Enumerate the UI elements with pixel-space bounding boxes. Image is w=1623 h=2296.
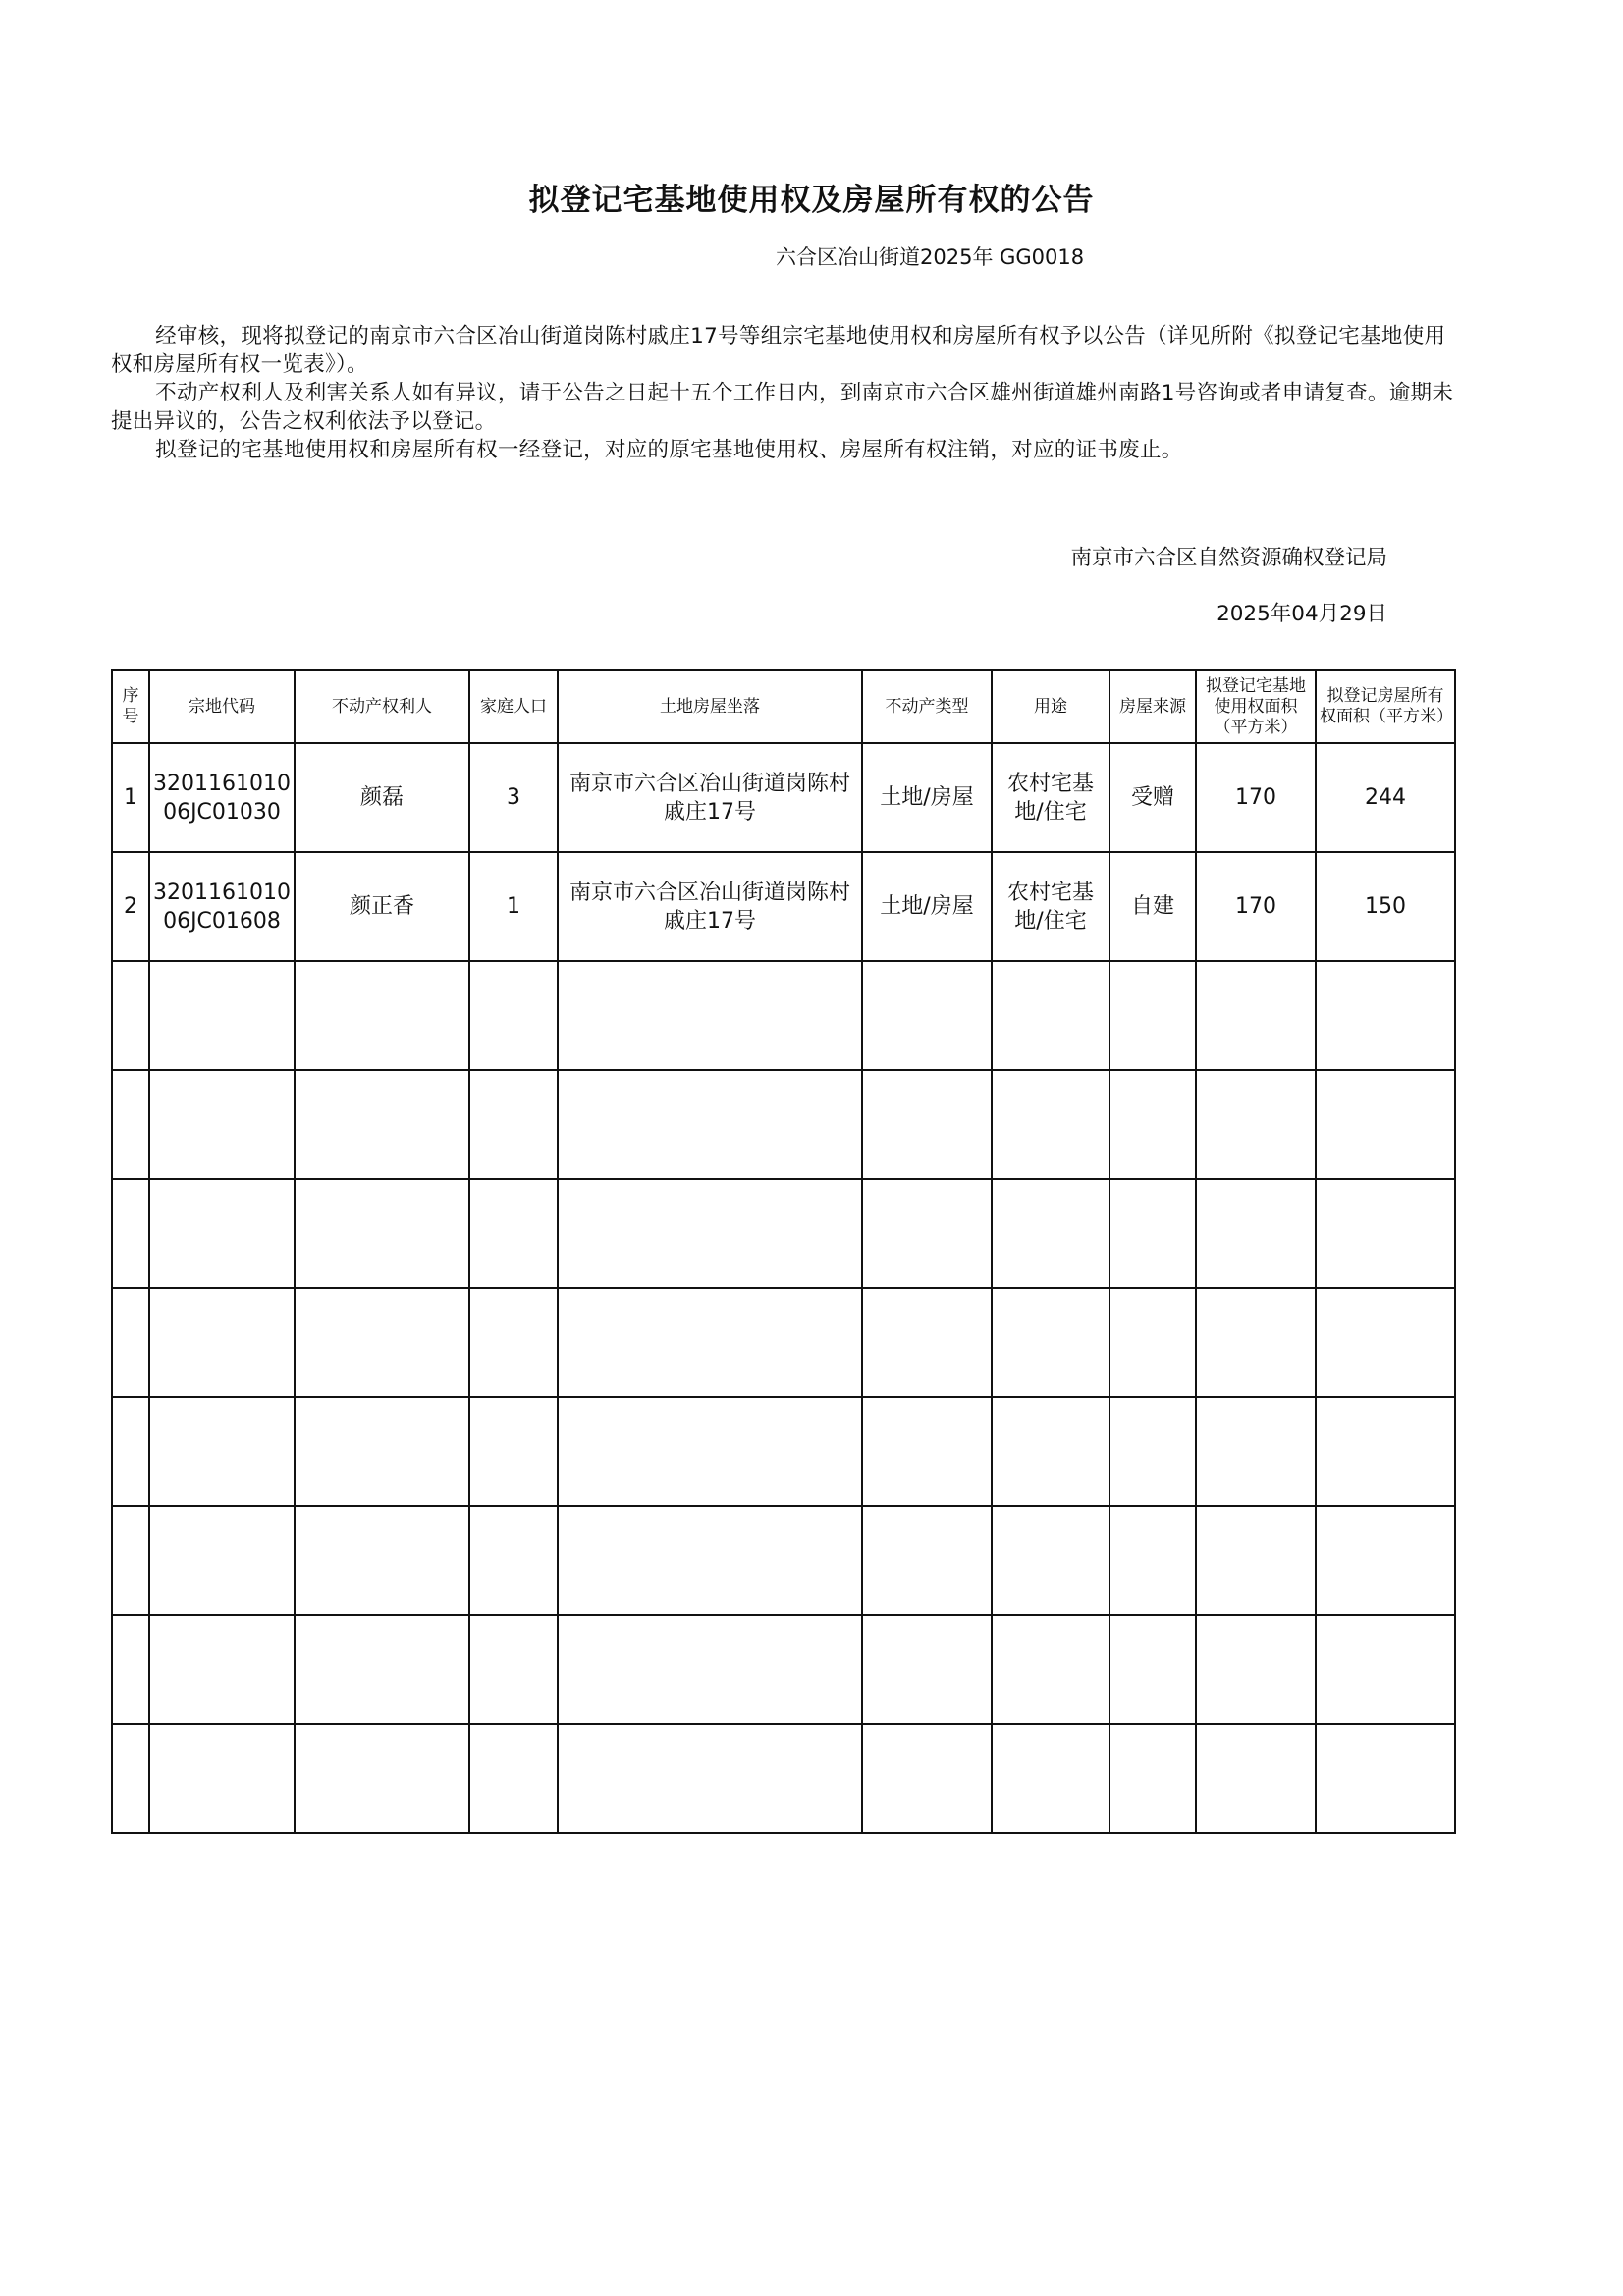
empty-cell	[862, 1070, 992, 1179]
cell-population: 3	[469, 743, 558, 852]
empty-cell	[295, 1288, 469, 1397]
cell-address: 南京市六合区冶山街道岗陈村戚庄17号	[558, 852, 862, 961]
cell-owner: 颜正香	[295, 852, 469, 961]
header-owner: 不动产权利人	[295, 670, 469, 743]
empty-cell	[149, 1615, 295, 1724]
empty-table-row	[112, 1615, 1455, 1724]
cell-land-area: 170	[1196, 852, 1316, 961]
cell-address: 南京市六合区冶山街道岗陈村戚庄17号	[558, 743, 862, 852]
empty-cell	[1109, 1397, 1196, 1506]
notice-paragraph: 经审核，现将拟登记的南京市六合区冶山街道岗陈村戚庄17号等组宗宅基地使用权和房屋所有权予以公告（详见所附《拟登记宅基地使用权和房屋所有权一览表》）。	[111, 324, 1446, 377]
empty-cell	[558, 1506, 862, 1615]
empty-cell	[862, 1724, 992, 1833]
empty-cell	[112, 1070, 149, 1179]
empty-cell	[295, 1506, 469, 1615]
cell-land-area: 170	[1196, 743, 1316, 852]
issue-date: 2025年04月29日	[1217, 602, 1387, 626]
header-house-area: 拟登记房屋所有权面积（平方米）	[1316, 670, 1455, 743]
empty-cell	[558, 961, 862, 1070]
empty-cell	[1196, 1724, 1316, 1833]
empty-cell	[149, 1397, 295, 1506]
cell-owner: 颜磊	[295, 743, 469, 852]
empty-cell	[295, 1070, 469, 1179]
empty-cell	[1109, 1615, 1196, 1724]
notice-paragraph: 拟登记的宅基地使用权和房屋所有权一经登记，对应的原宅基地使用权、房屋所有权注销，对应的证书废止。	[155, 438, 1183, 462]
registration-table	[111, 669, 1456, 1834]
header-parcel-code: 宗地代码	[149, 670, 295, 743]
empty-cell	[1109, 1506, 1196, 1615]
empty-cell	[1196, 1615, 1316, 1724]
empty-cell	[1109, 1288, 1196, 1397]
empty-cell	[469, 1506, 558, 1615]
empty-cell	[1109, 1179, 1196, 1288]
empty-cell	[469, 1288, 558, 1397]
empty-cell	[1109, 1724, 1196, 1833]
empty-cell	[469, 1397, 558, 1506]
empty-cell	[112, 961, 149, 1070]
empty-cell	[992, 1397, 1109, 1506]
empty-cell	[1196, 961, 1316, 1070]
document-number: 六合区冶山街道2025年 GG0018	[776, 245, 1085, 269]
header-seq: 序号	[112, 670, 149, 743]
empty-cell	[469, 1070, 558, 1179]
header-population: 家庭人口	[469, 670, 558, 743]
empty-cell	[469, 1724, 558, 1833]
empty-cell	[1196, 1397, 1316, 1506]
empty-cell	[112, 1724, 149, 1833]
empty-cell	[862, 1179, 992, 1288]
empty-cell	[112, 1615, 149, 1724]
cell-seq: 1	[112, 743, 149, 852]
cell-population: 1	[469, 852, 558, 961]
empty-cell	[112, 1397, 149, 1506]
empty-cell	[992, 1179, 1109, 1288]
empty-cell	[1109, 961, 1196, 1070]
empty-table-row	[112, 961, 1455, 1070]
empty-cell	[862, 961, 992, 1070]
empty-table-row	[112, 1724, 1455, 1833]
empty-cell	[992, 1288, 1109, 1397]
empty-cell	[1316, 1179, 1455, 1288]
empty-cell	[862, 1615, 992, 1724]
empty-cell	[149, 1070, 295, 1179]
cell-property-type: 土地/房屋	[862, 743, 992, 852]
empty-cell	[295, 1615, 469, 1724]
empty-cell	[558, 1288, 862, 1397]
empty-cell	[862, 1397, 992, 1506]
cell-house-source: 自建	[1109, 852, 1196, 961]
empty-cell	[149, 1288, 295, 1397]
empty-cell	[992, 1506, 1109, 1615]
cell-parcel-code: 320116101006JC01030	[149, 743, 295, 852]
empty-cell	[992, 961, 1109, 1070]
empty-cell	[112, 1179, 149, 1288]
empty-cell	[295, 961, 469, 1070]
empty-cell	[112, 1506, 149, 1615]
empty-cell	[469, 1615, 558, 1724]
header-land-area: 拟登记宅基地使用权面积（平方米）	[1196, 670, 1316, 743]
empty-cell	[1196, 1070, 1316, 1179]
empty-cell	[1316, 1506, 1455, 1615]
empty-table-row	[112, 1506, 1455, 1615]
empty-cell	[1316, 1397, 1455, 1506]
empty-table-row	[112, 1288, 1455, 1397]
header-property-type: 不动产类型	[862, 670, 992, 743]
empty-cell	[149, 1179, 295, 1288]
empty-table-row	[112, 1397, 1455, 1506]
empty-cell	[1196, 1179, 1316, 1288]
empty-cell	[469, 961, 558, 1070]
cell-parcel-code: 320116101006JC01608	[149, 852, 295, 961]
empty-cell	[149, 961, 295, 1070]
empty-cell	[558, 1724, 862, 1833]
cell-house-source: 受赠	[1109, 743, 1196, 852]
notice-body	[111, 322, 1456, 464]
cell-property-type: 土地/房屋	[862, 852, 992, 961]
header-address: 土地房屋坐落	[558, 670, 862, 743]
empty-cell	[1196, 1506, 1316, 1615]
cell-seq: 2	[112, 852, 149, 961]
empty-table-row	[112, 1070, 1455, 1179]
empty-cell	[558, 1070, 862, 1179]
empty-cell	[1109, 1070, 1196, 1179]
header-house-source: 房屋来源	[1109, 670, 1196, 743]
empty-cell	[295, 1179, 469, 1288]
header-use: 用途	[992, 670, 1109, 743]
table-header-row	[112, 670, 1455, 743]
table-row	[112, 852, 1455, 961]
empty-cell	[992, 1070, 1109, 1179]
cell-house-area: 244	[1316, 743, 1455, 852]
empty-cell	[112, 1288, 149, 1397]
empty-cell	[558, 1179, 862, 1288]
cell-use: 农村宅基地/住宅	[992, 852, 1109, 961]
cell-use: 农村宅基地/住宅	[992, 743, 1109, 852]
empty-cell	[149, 1506, 295, 1615]
empty-cell	[1316, 1724, 1455, 1833]
empty-cell	[992, 1615, 1109, 1724]
empty-cell	[992, 1724, 1109, 1833]
empty-cell	[469, 1179, 558, 1288]
empty-cell	[295, 1724, 469, 1833]
empty-cell	[558, 1615, 862, 1724]
cell-house-area: 150	[1316, 852, 1455, 961]
empty-cell	[1316, 961, 1455, 1070]
notice-paragraph: 不动产权利人及利害关系人如有异议，请于公告之日起十五个工作日内，到南京市六合区雄州街道雄州南路1号咨询或者申请复查。逾期未提出异议的，公告之权利依法予以登记。	[111, 381, 1454, 434]
empty-table-row	[112, 1179, 1455, 1288]
issuer-name: 南京市六合区自然资源确权登记局	[1070, 546, 1387, 570]
empty-cell	[1196, 1288, 1316, 1397]
empty-cell	[862, 1288, 992, 1397]
empty-cell	[862, 1506, 992, 1615]
empty-cell	[1316, 1615, 1455, 1724]
page-title: 拟登记宅基地使用权及房屋所有权的公告	[528, 183, 1095, 218]
table-row	[112, 743, 1455, 852]
empty-cell	[1316, 1070, 1455, 1179]
empty-cell	[1316, 1288, 1455, 1397]
empty-cell	[149, 1724, 295, 1833]
empty-cell	[295, 1397, 469, 1506]
empty-cell	[558, 1397, 862, 1506]
